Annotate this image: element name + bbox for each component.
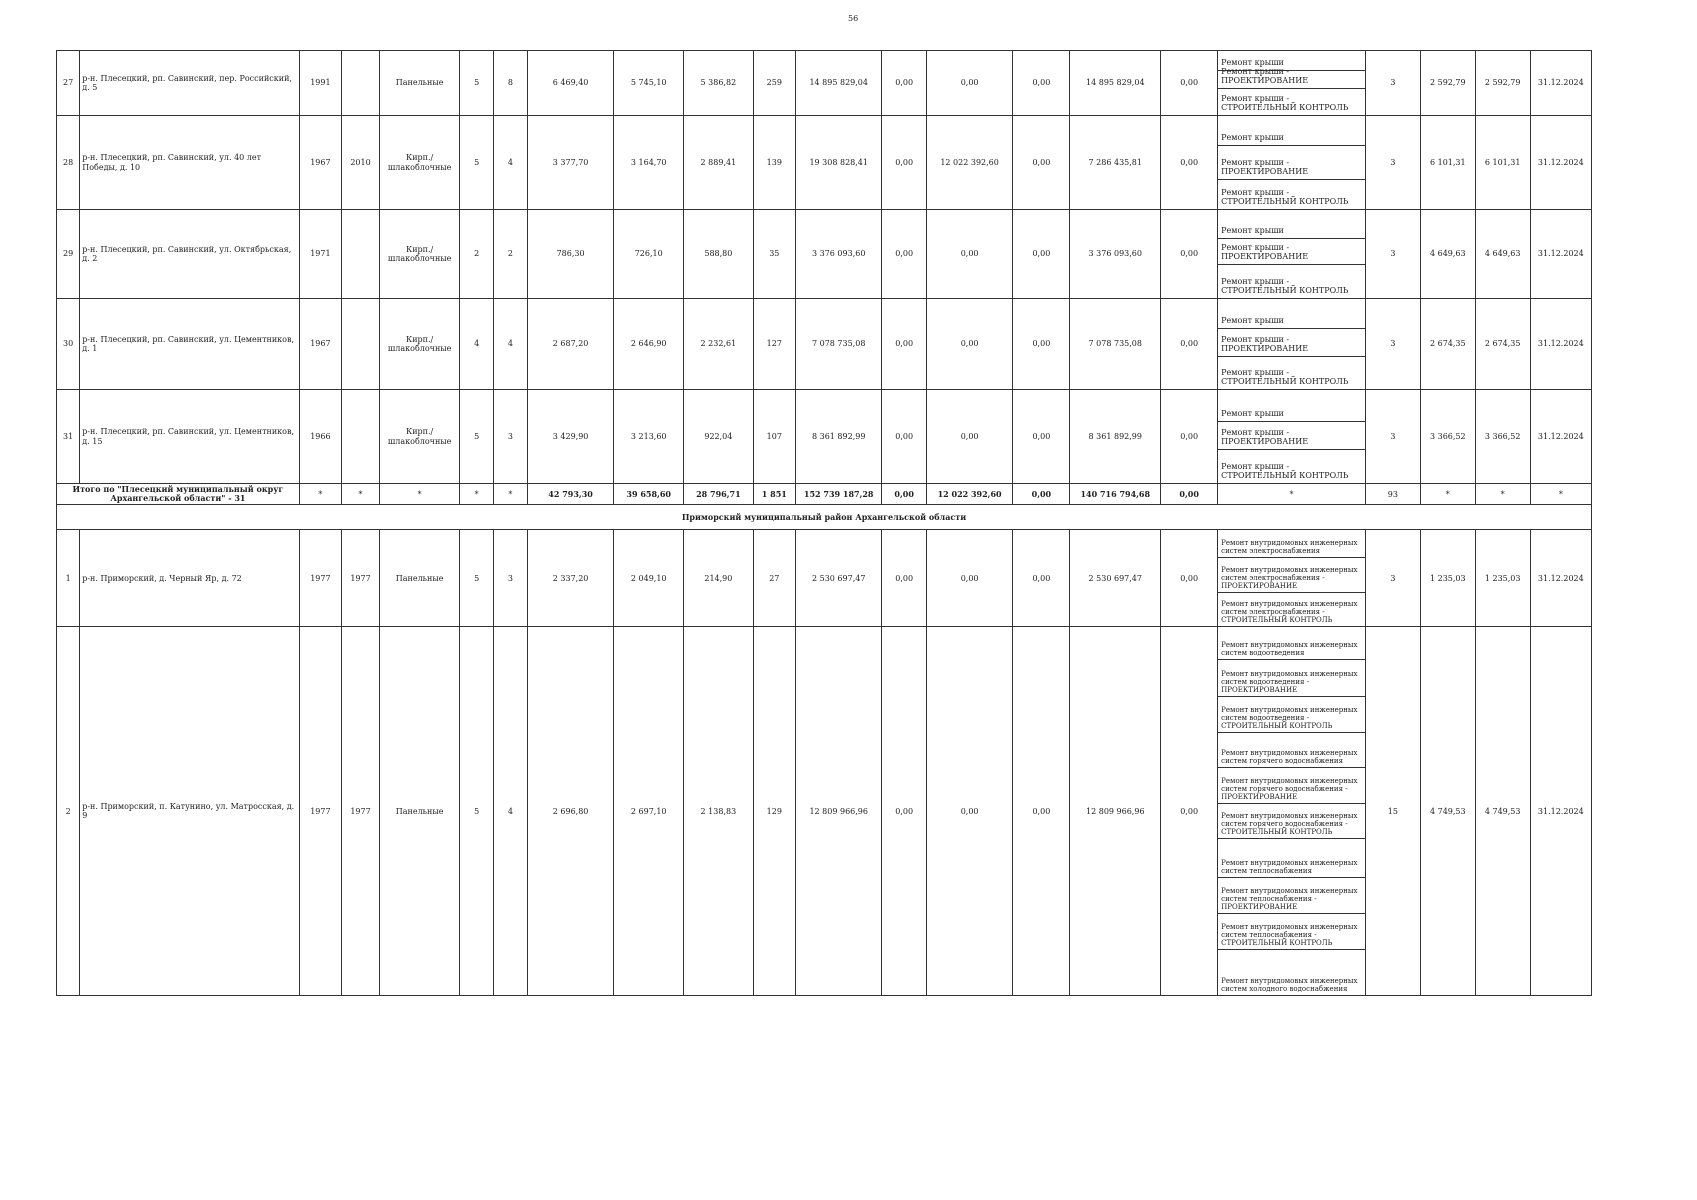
year-built: 1977 — [299, 627, 341, 996]
premises-area: 5 745,10 — [614, 51, 684, 116]
total-area: 2 337,20 — [527, 530, 614, 627]
floors: 5 — [460, 390, 494, 484]
limit-per-sqm: 3 366,52 — [1475, 390, 1530, 484]
repair-cost: 3 376 093,60 — [795, 210, 882, 299]
row-number: 2 — [57, 627, 80, 996]
entrances: 2 — [494, 210, 528, 299]
work-item: Ремонт внутридомовых инженерных систем горячего водоснабжения - ПРОЕКТИРОВАНИЕ — [1218, 768, 1365, 804]
work-item: Ремонт крыши — [1218, 210, 1365, 239]
fund-local: 0,00 — [1013, 627, 1070, 996]
repair-cost: 14 895 829,04 — [795, 51, 882, 116]
year-built: 1967 — [299, 116, 341, 210]
works — [1218, 210, 1366, 299]
fund-owners: 7 286 435,81 — [1070, 116, 1161, 210]
work-item: Ремонт крыши - ПРОЕКТИРОВАНИЕ — [1218, 239, 1365, 265]
floors: 2 — [460, 210, 494, 299]
fund-other: 0,00 — [1161, 116, 1218, 210]
works-count: 15 — [1365, 627, 1420, 996]
address: р-н. Плесецкий, рп. Савинский, ул. Октябрьская, д. 2 — [80, 210, 300, 299]
work-item: Ремонт внутридомовых инженерных систем электроснабжения — [1218, 530, 1365, 558]
total-area: 42 793,30 — [527, 484, 614, 505]
house-row — [57, 627, 1592, 996]
year-built: 1971 — [299, 210, 341, 299]
fund-regional: 0,00 — [926, 627, 1013, 996]
repair-cost: 2 530 697,47 — [795, 530, 882, 627]
work-item: Ремонт внутридомовых инженерных систем горячего водоснабжения - СТРОИТЕЛЬНЫЙ КОНТРОЛЬ — [1218, 804, 1365, 839]
fund-owners: 3 376 093,60 — [1070, 210, 1161, 299]
row-number: 29 — [57, 210, 80, 299]
total-floors: * — [460, 484, 494, 505]
fund-federal: 0,00 — [882, 299, 926, 390]
work-item: Ремонт внутридомовых инженерных систем горячего водоснабжения — [1218, 733, 1365, 768]
total-area: 2 687,20 — [527, 299, 614, 390]
fund-federal: 0,00 — [882, 210, 926, 299]
district-heading: Приморский муниципальный район Архангельской области — [57, 505, 1592, 530]
living-area: 5 386,82 — [684, 51, 754, 116]
living-area: 214,90 — [684, 530, 754, 627]
total-area: 3 429,90 — [527, 390, 614, 484]
total-year2: * — [342, 484, 380, 505]
work-item: Ремонт внутридомовых инженерных систем электроснабжения - СТРОИТЕЛЬНЫЙ КОНТРОЛЬ — [1221, 600, 1358, 624]
deadline: 31.12.2024 — [1530, 299, 1591, 390]
work-item: Ремонт крыши - ПРОЕКТИРОВАНИЕ — [1218, 329, 1365, 357]
total-limit-sqm: * — [1475, 484, 1530, 505]
work-item: Ремонт крыши - СТРОИТЕЛЬНЫЙ КОНТРОЛЬ — [1221, 94, 1349, 113]
row-number: 30 — [57, 299, 80, 390]
living-area: 2 889,41 — [684, 116, 754, 210]
fund-federal: 0,00 — [882, 530, 926, 627]
cost-per-sqm: 2 592,79 — [1420, 51, 1475, 116]
entrances: 4 — [494, 627, 528, 996]
address: р-н. Плесецкий, рп. Савинский, пер. Российский, д. 5 — [80, 51, 300, 116]
total-area: 3 377,70 — [527, 116, 614, 210]
address: р-н. Приморский, д. Черный Яр, д. 72 — [80, 530, 300, 627]
works-count: 3 — [1365, 210, 1420, 299]
fund-other: 0,00 — [1161, 390, 1218, 484]
year-commissioned — [342, 210, 380, 299]
total-works: * — [1218, 484, 1366, 505]
residents: 107 — [753, 390, 795, 484]
works — [1218, 299, 1366, 390]
premises-area: 2 646,90 — [614, 299, 684, 390]
total-wall: * — [380, 484, 460, 505]
year-commissioned: 1977 — [342, 530, 380, 627]
deadline: 31.12.2024 — [1530, 116, 1591, 210]
entrances: 3 — [494, 390, 528, 484]
entrances: 8 — [494, 51, 528, 116]
fund-regional: 0,00 — [926, 390, 1013, 484]
repair-program-table — [56, 50, 1592, 996]
fund-local: 0,00 — [1013, 299, 1070, 390]
premises-area: 3 164,70 — [614, 116, 684, 210]
deadline: 31.12.2024 — [1530, 51, 1591, 116]
total-label: Итого по "Плесецкий муниципальный округ Архангельской области" - 31 — [57, 484, 300, 505]
total-area-living: 28 796,71 — [684, 484, 754, 505]
fund-federal: 0,00 — [882, 390, 926, 484]
total-cost-sqm: * — [1420, 484, 1475, 505]
works-count: 3 — [1365, 530, 1420, 627]
fund-other: 0,00 — [1161, 51, 1218, 116]
total-date: * — [1530, 484, 1591, 505]
works — [1218, 530, 1366, 627]
row-number: 27 — [57, 51, 80, 116]
fund-other: 0,00 — [1161, 299, 1218, 390]
living-area: 588,80 — [684, 210, 754, 299]
row-number: 31 — [57, 390, 80, 484]
year-commissioned: 2010 — [342, 116, 380, 210]
repair-cost: 12 809 966,96 — [795, 627, 882, 996]
fund-owners: 12 809 966,96 — [1070, 627, 1161, 996]
year-built: 1967 — [299, 299, 341, 390]
total-entrances: * — [494, 484, 528, 505]
work-item: Ремонт внутридомовых инженерных систем электроснабжения - ПРОЕКТИРОВАНИЕ — [1218, 558, 1365, 593]
deadline: 31.12.2024 — [1530, 210, 1591, 299]
work-item: Ремонт крыши - СТРОИТЕЛЬНЫЙ КОНТРОЛЬ — [1221, 368, 1349, 387]
total-people: 1 851 — [753, 484, 795, 505]
limit-per-sqm: 2 674,35 — [1475, 299, 1530, 390]
living-area: 2 138,83 — [684, 627, 754, 996]
limit-per-sqm: 6 101,31 — [1475, 116, 1530, 210]
residents: 127 — [753, 299, 795, 390]
address: р-н. Приморский, п. Катунино, ул. Матросская, д. 9 — [80, 627, 300, 996]
work-item: Ремонт крыши - ПРОЕКТИРОВАНИЕ — [1218, 146, 1365, 180]
premises-area: 2 697,10 — [614, 627, 684, 996]
floors: 5 — [460, 530, 494, 627]
works-count: 3 — [1365, 116, 1420, 210]
entrances: 3 — [494, 530, 528, 627]
total-fund2: 12 022 392,60 — [926, 484, 1013, 505]
work-item: Ремонт внутридомовых инженерных систем теплоснабжения - СТРОИТЕЛЬНЫЙ КОНТРОЛЬ — [1218, 914, 1365, 950]
work-item: Ремонт внутридомовых инженерных систем холодного водоснабжения — [1221, 977, 1358, 993]
work-item: Ремонт крыши - СТРОИТЕЛЬНЫЙ КОНТРОЛЬ — [1221, 277, 1349, 296]
work-item: Ремонт крыши — [1218, 390, 1365, 422]
wall-material: Кирп./ шлакоблочные — [380, 210, 460, 299]
work-item: Ремонт крыши — [1218, 51, 1365, 71]
row-number: 1 — [57, 530, 80, 627]
year-commissioned — [342, 390, 380, 484]
fund-regional: 0,00 — [926, 51, 1013, 116]
floors: 5 — [460, 116, 494, 210]
fund-regional: 0,00 — [926, 530, 1013, 627]
floors: 5 — [460, 51, 494, 116]
fund-regional: 12 022 392,60 — [926, 116, 1013, 210]
wall-material: Кирп./ шлакоблочные — [380, 299, 460, 390]
works — [1218, 390, 1366, 484]
house-row — [57, 390, 1592, 484]
fund-owners: 14 895 829,04 — [1070, 51, 1161, 116]
works-count: 3 — [1365, 390, 1420, 484]
work-item: Ремонт крыши - ПРОЕКТИРОВАНИЕ — [1218, 71, 1365, 89]
deadline: 31.12.2024 — [1530, 627, 1591, 996]
fund-local: 0,00 — [1013, 390, 1070, 484]
total-area: 6 469,40 — [527, 51, 614, 116]
floors: 5 — [460, 627, 494, 996]
work-item: Ремонт внутридомовых инженерных систем теплоснабжения — [1218, 839, 1365, 878]
work-item: Ремонт крыши - СТРОИТЕЛЬНЫЙ КОНТРОЛЬ — [1221, 188, 1349, 207]
total-cost: 152 739 187,28 — [795, 484, 882, 505]
house-row — [57, 51, 1592, 116]
works — [1218, 627, 1366, 996]
house-row — [57, 530, 1592, 627]
fund-other: 0,00 — [1161, 627, 1218, 996]
repair-cost: 19 308 828,41 — [795, 116, 882, 210]
cost-per-sqm: 4 649,63 — [1420, 210, 1475, 299]
limit-per-sqm: 1 235,03 — [1475, 530, 1530, 627]
cost-per-sqm: 1 235,03 — [1420, 530, 1475, 627]
residents: 35 — [753, 210, 795, 299]
fund-regional: 0,00 — [926, 210, 1013, 299]
premises-area: 2 049,10 — [614, 530, 684, 627]
total-area-premises: 39 658,60 — [614, 484, 684, 505]
living-area: 2 232,61 — [684, 299, 754, 390]
fund-federal: 0,00 — [882, 51, 926, 116]
fund-owners: 7 078 735,08 — [1070, 299, 1161, 390]
cost-per-sqm: 4 749,53 — [1420, 627, 1475, 996]
year-commissioned — [342, 51, 380, 116]
cost-per-sqm: 6 101,31 — [1420, 116, 1475, 210]
total-fund4: 140 716 794,68 — [1070, 484, 1161, 505]
fund-federal: 0,00 — [882, 627, 926, 996]
wall-material: Панельные — [380, 627, 460, 996]
works — [1218, 51, 1366, 116]
fund-federal: 0,00 — [882, 116, 926, 210]
wall-material: Кирп./ шлакоблочные — [380, 116, 460, 210]
work-item: Ремонт крыши — [1218, 116, 1365, 146]
cost-per-sqm: 2 674,35 — [1420, 299, 1475, 390]
cost-per-sqm: 3 366,52 — [1420, 390, 1475, 484]
year-built: 1977 — [299, 530, 341, 627]
deadline: 31.12.2024 — [1530, 390, 1591, 484]
fund-local: 0,00 — [1013, 51, 1070, 116]
entrances: 4 — [494, 299, 528, 390]
total-year1: * — [299, 484, 341, 505]
floors: 4 — [460, 299, 494, 390]
wall-material: Панельные — [380, 530, 460, 627]
residents: 27 — [753, 530, 795, 627]
total-area: 786,30 — [527, 210, 614, 299]
house-row — [57, 116, 1592, 210]
limit-per-sqm: 2 592,79 — [1475, 51, 1530, 116]
work-item: Ремонт внутридомовых инженерных систем водоотведения - СТРОИТЕЛЬНЫЙ КОНТРОЛЬ — [1218, 697, 1365, 733]
total-count: 93 — [1365, 484, 1420, 505]
year-commissioned — [342, 299, 380, 390]
work-item: Ремонт внутридомовых инженерных систем водоотведения — [1218, 627, 1365, 660]
wall-material: Кирп./ шлакоблочные — [380, 390, 460, 484]
works-count: 3 — [1365, 299, 1420, 390]
residents: 259 — [753, 51, 795, 116]
total-fund5: 0,00 — [1161, 484, 1218, 505]
limit-per-sqm: 4 749,53 — [1475, 627, 1530, 996]
fund-other: 0,00 — [1161, 530, 1218, 627]
living-area: 922,04 — [684, 390, 754, 484]
work-item: Ремонт внутридомовых инженерных систем водоотведения - ПРОЕКТИРОВАНИЕ — [1218, 660, 1365, 697]
address: р-н. Плесецкий, рп. Савинский, ул. 40 лет Победы, д. 10 — [80, 116, 300, 210]
district-row — [57, 505, 1592, 530]
work-item: Ремонт крыши - ПРОЕКТИРОВАНИЕ — [1218, 422, 1365, 450]
fund-owners: 8 361 892,99 — [1070, 390, 1161, 484]
address: р-н. Плесецкий, рп. Савинский, ул. Цементников, д. 15 — [80, 390, 300, 484]
total-fund3: 0,00 — [1013, 484, 1070, 505]
works-count: 3 — [1365, 51, 1420, 116]
residents: 129 — [753, 627, 795, 996]
repair-cost: 7 078 735,08 — [795, 299, 882, 390]
year-commissioned: 1977 — [342, 627, 380, 996]
page-number: 56 — [848, 14, 859, 23]
residents: 139 — [753, 116, 795, 210]
repair-cost: 8 361 892,99 — [795, 390, 882, 484]
total-row — [57, 484, 1592, 505]
work-item: Ремонт крыши - СТРОИТЕЛЬНЫЙ КОНТРОЛЬ — [1221, 462, 1349, 481]
fund-regional: 0,00 — [926, 299, 1013, 390]
deadline: 31.12.2024 — [1530, 530, 1591, 627]
limit-per-sqm: 4 649,63 — [1475, 210, 1530, 299]
fund-local: 0,00 — [1013, 210, 1070, 299]
total-fund1: 0,00 — [882, 484, 926, 505]
work-item: Ремонт крыши — [1218, 299, 1365, 329]
premises-area: 726,10 — [614, 210, 684, 299]
row-number: 28 — [57, 116, 80, 210]
premises-area: 3 213,60 — [614, 390, 684, 484]
fund-owners: 2 530 697,47 — [1070, 530, 1161, 627]
entrances: 4 — [494, 116, 528, 210]
house-row — [57, 210, 1592, 299]
fund-local: 0,00 — [1013, 116, 1070, 210]
total-area: 2 696,80 — [527, 627, 614, 996]
work-item: Ремонт внутридомовых инженерных систем теплоснабжения - ПРОЕКТИРОВАНИЕ — [1218, 878, 1365, 914]
fund-local: 0,00 — [1013, 530, 1070, 627]
works — [1218, 116, 1366, 210]
fund-other: 0,00 — [1161, 210, 1218, 299]
wall-material: Панельные — [380, 51, 460, 116]
address: р-н. Плесецкий, рп. Савинский, ул. Цементников, д. 1 — [80, 299, 300, 390]
year-built: 1991 — [299, 51, 341, 116]
house-row — [57, 299, 1592, 390]
year-built: 1966 — [299, 390, 341, 484]
